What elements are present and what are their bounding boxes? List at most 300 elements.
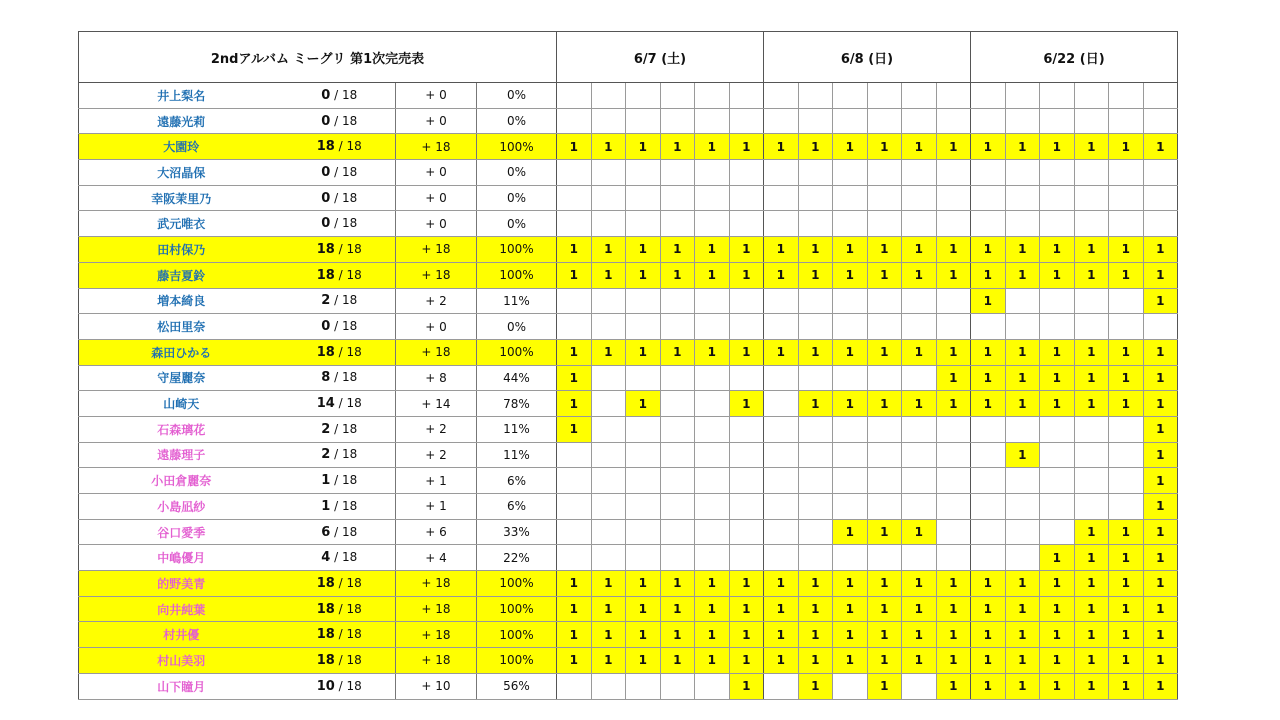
slot-cell: 1 [1109,262,1144,288]
member-name: 遠藤理子 [79,442,284,468]
slot-cell: 1 [833,134,868,160]
sold-delta: + 0 [396,314,477,340]
sold-delta: + 0 [396,108,477,134]
slot-cell: 1 [867,648,902,674]
slot-cell [764,211,799,237]
slot-cell: 1 [1143,622,1178,648]
slot-cell [867,494,902,520]
slot-cell [591,391,626,417]
slot-cell [557,519,592,545]
sold-total: / 18 [334,164,358,179]
slot-cell [1109,160,1144,186]
slot-cell [833,545,868,571]
sold-total: / 18 [334,447,358,462]
member-rows [79,83,1178,700]
slot-cell [833,185,868,211]
slot-cell [729,314,764,340]
slot-cell [591,365,626,391]
slot-cell [660,108,695,134]
sold-total: / 18 [338,652,362,667]
slot-cell: 1 [1074,365,1109,391]
slot-cell [660,288,695,314]
sold-delta: + 14 [396,391,477,417]
slot-cell: 1 [1143,416,1178,442]
slot-cell [833,288,868,314]
slot-cell: 1 [833,622,868,648]
slot-cell: 1 [798,237,833,263]
sold-delta: + 10 [396,673,477,699]
slot-cell [591,314,626,340]
slot-cell [626,442,661,468]
slot-cell [557,108,592,134]
slot-cell: 1 [626,339,661,365]
slot-cell: 1 [1005,596,1040,622]
slot-cell: 1 [1143,673,1178,699]
slot-cell [660,160,695,186]
table-row [79,134,1178,160]
slot-cell [591,416,626,442]
slot-cell: 1 [936,365,971,391]
slot-cell: 1 [971,571,1006,597]
slot-cell [1074,416,1109,442]
slot-cell [1040,185,1075,211]
slot-cell [695,83,730,109]
sold-number: 0 [321,113,331,129]
slot-cell [729,416,764,442]
slot-cell: 1 [971,673,1006,699]
slot-cell: 1 [729,391,764,417]
slot-cell [695,468,730,494]
slot-cell [833,442,868,468]
slot-cell [695,519,730,545]
slot-cell [1005,519,1040,545]
slot-cell [1005,545,1040,571]
sold-count [284,596,396,622]
slot-cell: 1 [591,596,626,622]
sold-delta: + 0 [396,83,477,109]
slot-cell [764,83,799,109]
slot-cell: 1 [971,288,1006,314]
member-name: 山崎天 [79,391,284,417]
slot-cell [902,545,937,571]
member-name: 的野美青 [79,571,284,597]
slot-cell: 1 [729,571,764,597]
slot-cell [1143,314,1178,340]
sold-number: 14 [316,396,335,412]
sold-number: 4 [321,550,331,566]
slot-cell: 1 [902,391,937,417]
slot-cell [729,211,764,237]
sold-count [284,545,396,571]
slot-cell [1040,519,1075,545]
slot-cell [729,108,764,134]
slot-cell: 1 [695,339,730,365]
slot-cell: 1 [1005,571,1040,597]
sold-number: 0 [321,319,331,335]
slot-cell: 1 [1005,237,1040,263]
slot-cell [695,494,730,520]
slot-cell [1005,314,1040,340]
sold-number: 18 [316,652,335,668]
slot-cell [833,494,868,520]
sold-percent: 44% [477,365,557,391]
slot-cell [695,673,730,699]
sold-delta: + 18 [396,622,477,648]
slot-cell [1005,416,1040,442]
slot-cell: 1 [1005,134,1040,160]
slot-cell [557,160,592,186]
slot-cell: 1 [798,339,833,365]
slot-cell [591,83,626,109]
slot-cell [1143,160,1178,186]
sold-delta: + 18 [396,262,477,288]
slot-cell: 1 [971,134,1006,160]
slot-cell: 1 [1109,648,1144,674]
sold-delta: + 18 [396,339,477,365]
sold-total: / 18 [338,627,362,642]
sold-percent: 78% [477,391,557,417]
slot-cell: 1 [1109,365,1144,391]
slot-cell: 1 [1109,519,1144,545]
slot-cell [1074,211,1109,237]
slot-cell [902,83,937,109]
sold-total: / 18 [334,370,358,385]
slot-cell [833,416,868,442]
slot-cell [729,365,764,391]
slot-cell: 1 [1040,596,1075,622]
slot-cell: 1 [1143,648,1178,674]
member-name: 藤吉夏鈴 [79,262,284,288]
slot-cell [936,108,971,134]
sold-total: / 18 [338,344,362,359]
sold-percent: 100% [477,262,557,288]
slot-cell: 1 [1143,262,1178,288]
sold-number: 18 [316,267,335,283]
slot-cell [626,108,661,134]
sold-percent: 100% [477,237,557,263]
sold-total: / 18 [338,267,362,282]
slot-cell [1109,83,1144,109]
sold-percent: 0% [477,108,557,134]
slot-cell [626,83,661,109]
slot-cell [626,160,661,186]
slot-cell: 1 [1109,237,1144,263]
member-name: 守屋麗奈 [79,365,284,391]
slot-cell [591,673,626,699]
slot-cell [1109,314,1144,340]
slot-cell: 1 [971,648,1006,674]
slot-cell [626,494,661,520]
sold-total: / 18 [334,293,358,308]
member-name: 幸阪茉里乃 [79,185,284,211]
slot-cell [798,494,833,520]
slot-cell [936,160,971,186]
slot-cell [660,365,695,391]
slot-cell [798,468,833,494]
table-row [79,237,1178,263]
sold-number: 18 [316,139,335,155]
slot-cell: 1 [1143,545,1178,571]
slot-cell [695,314,730,340]
slot-cell [1109,416,1144,442]
slot-cell: 1 [660,596,695,622]
sold-count [284,339,396,365]
slot-cell: 1 [936,596,971,622]
slot-cell: 1 [1109,673,1144,699]
slot-cell: 1 [833,339,868,365]
slot-cell [660,673,695,699]
slot-cell: 1 [902,571,937,597]
sold-delta: + 8 [396,365,477,391]
sold-count [284,468,396,494]
sold-delta: + 0 [396,211,477,237]
slot-cell [695,288,730,314]
slot-cell [557,211,592,237]
sold-number: 2 [321,447,331,463]
sold-number: 10 [316,678,335,694]
slot-cell: 1 [695,262,730,288]
sold-delta: + 18 [396,237,477,263]
slot-cell [764,494,799,520]
sellout-table [78,31,1178,700]
slot-cell: 1 [867,134,902,160]
slot-cell: 1 [867,339,902,365]
slot-cell: 1 [867,673,902,699]
slot-cell: 1 [1074,339,1109,365]
slot-cell: 1 [902,622,937,648]
sold-delta: + 18 [396,648,477,674]
sold-number: 18 [316,627,335,643]
sold-total: / 18 [334,524,358,539]
slot-cell: 1 [833,237,868,263]
sold-count [284,673,396,699]
sold-number: 18 [316,344,335,360]
slot-cell [902,468,937,494]
slot-cell: 1 [1109,596,1144,622]
slot-cell [902,673,937,699]
slot-cell [1074,288,1109,314]
slot-cell [557,545,592,571]
header-row [79,32,1178,83]
table-row [79,339,1178,365]
slot-cell: 1 [1074,648,1109,674]
slot-cell: 1 [557,339,592,365]
slot-cell: 1 [1040,365,1075,391]
slot-cell: 1 [1040,571,1075,597]
slot-cell: 1 [1005,622,1040,648]
slot-cell [660,83,695,109]
slot-cell [764,108,799,134]
slot-cell: 1 [902,237,937,263]
sold-count [284,648,396,674]
slot-cell [660,494,695,520]
slot-cell: 1 [1040,262,1075,288]
slot-cell: 1 [1143,596,1178,622]
slot-cell [1005,468,1040,494]
slot-cell [867,314,902,340]
sold-count [284,237,396,263]
sold-percent: 100% [477,622,557,648]
sold-delta: + 0 [396,160,477,186]
sold-count [284,571,396,597]
slot-cell [1040,108,1075,134]
slot-cell: 1 [626,648,661,674]
slot-cell [867,160,902,186]
slot-cell: 1 [591,571,626,597]
member-name: 村山美羽 [79,648,284,674]
slot-cell [902,494,937,520]
slot-cell [591,185,626,211]
slot-cell: 1 [936,673,971,699]
slot-cell [1005,494,1040,520]
slot-cell [660,416,695,442]
slot-cell [867,416,902,442]
slot-cell: 1 [798,622,833,648]
slot-cell [729,288,764,314]
slot-cell: 1 [591,237,626,263]
slot-cell [695,391,730,417]
slot-cell: 1 [764,262,799,288]
table-row [79,185,1178,211]
date-header-1: 6/7 (土) [557,32,764,83]
slot-cell [1040,468,1075,494]
sold-number: 18 [316,241,335,257]
sold-number: 8 [321,370,331,386]
table-row [79,160,1178,186]
sold-total: / 18 [338,678,362,693]
slot-cell [902,185,937,211]
slot-cell: 1 [1143,237,1178,263]
slot-cell [902,442,937,468]
sold-count [284,442,396,468]
slot-cell: 1 [729,339,764,365]
slot-cell: 1 [936,648,971,674]
sold-delta: + 2 [396,288,477,314]
slot-cell [626,468,661,494]
slot-cell [626,519,661,545]
slot-cell: 1 [1040,622,1075,648]
slot-cell: 1 [557,391,592,417]
slot-cell: 1 [833,519,868,545]
slot-cell [1040,494,1075,520]
slot-cell: 1 [660,622,695,648]
member-name: 大園玲 [79,134,284,160]
sold-number: 2 [321,293,331,309]
slot-cell [1040,160,1075,186]
slot-cell [798,365,833,391]
sold-total: / 18 [338,601,362,616]
slot-cell [660,442,695,468]
slot-cell [626,211,661,237]
slot-cell: 1 [867,571,902,597]
slot-cell [660,545,695,571]
slot-cell: 1 [660,262,695,288]
slot-cell [1109,442,1144,468]
slot-cell [1074,442,1109,468]
slot-cell: 1 [557,571,592,597]
slot-cell: 1 [902,339,937,365]
member-name: 中嶋優月 [79,545,284,571]
slot-cell [695,365,730,391]
slot-cell: 1 [867,622,902,648]
slot-cell: 1 [971,622,1006,648]
slot-cell [971,160,1006,186]
slot-cell [1040,288,1075,314]
sold-total: / 18 [334,113,358,128]
sold-percent: 0% [477,314,557,340]
slot-cell: 1 [557,596,592,622]
slot-cell [626,545,661,571]
slot-cell: 1 [1074,237,1109,263]
slot-cell [798,442,833,468]
slot-cell: 1 [936,391,971,417]
slot-cell [764,545,799,571]
slot-cell [591,211,626,237]
slot-cell [971,468,1006,494]
slot-cell: 1 [971,596,1006,622]
slot-cell: 1 [695,237,730,263]
slot-cell [695,416,730,442]
table-row [79,545,1178,571]
slot-cell: 1 [971,339,1006,365]
slot-cell [729,545,764,571]
sold-total: / 18 [334,87,358,102]
slot-cell [695,160,730,186]
slot-cell [591,468,626,494]
slot-cell [591,442,626,468]
slot-cell [902,108,937,134]
slot-cell: 1 [1143,468,1178,494]
slot-cell: 1 [1074,519,1109,545]
slot-cell [729,519,764,545]
slot-cell [695,545,730,571]
slot-cell [867,365,902,391]
slot-cell: 1 [936,237,971,263]
member-name: 石森璃花 [79,416,284,442]
slot-cell [971,185,1006,211]
member-name: 小島凪紗 [79,494,284,520]
slot-cell [1074,83,1109,109]
slot-cell [557,494,592,520]
slot-cell: 1 [729,673,764,699]
slot-cell [798,160,833,186]
sold-percent: 22% [477,545,557,571]
sold-number: 18 [316,601,335,617]
sold-count [284,211,396,237]
slot-cell [729,160,764,186]
slot-cell [729,468,764,494]
table-title: 2ndアルバム ミーグリ 第1次完売表 [79,32,557,83]
slot-cell: 1 [971,237,1006,263]
slot-cell: 1 [1143,134,1178,160]
slot-cell [729,83,764,109]
slot-cell [1143,83,1178,109]
sold-total: / 18 [334,473,358,488]
sold-number: 0 [321,190,331,206]
sold-number: 2 [321,421,331,437]
slot-cell [557,314,592,340]
slot-cell [1143,185,1178,211]
slot-cell [971,519,1006,545]
slot-cell [1074,468,1109,494]
slot-cell [1109,468,1144,494]
slot-cell [626,416,661,442]
slot-cell: 1 [626,596,661,622]
slot-cell [902,160,937,186]
slot-cell: 1 [1074,596,1109,622]
member-name: 大沼晶保 [79,160,284,186]
slot-cell [764,673,799,699]
